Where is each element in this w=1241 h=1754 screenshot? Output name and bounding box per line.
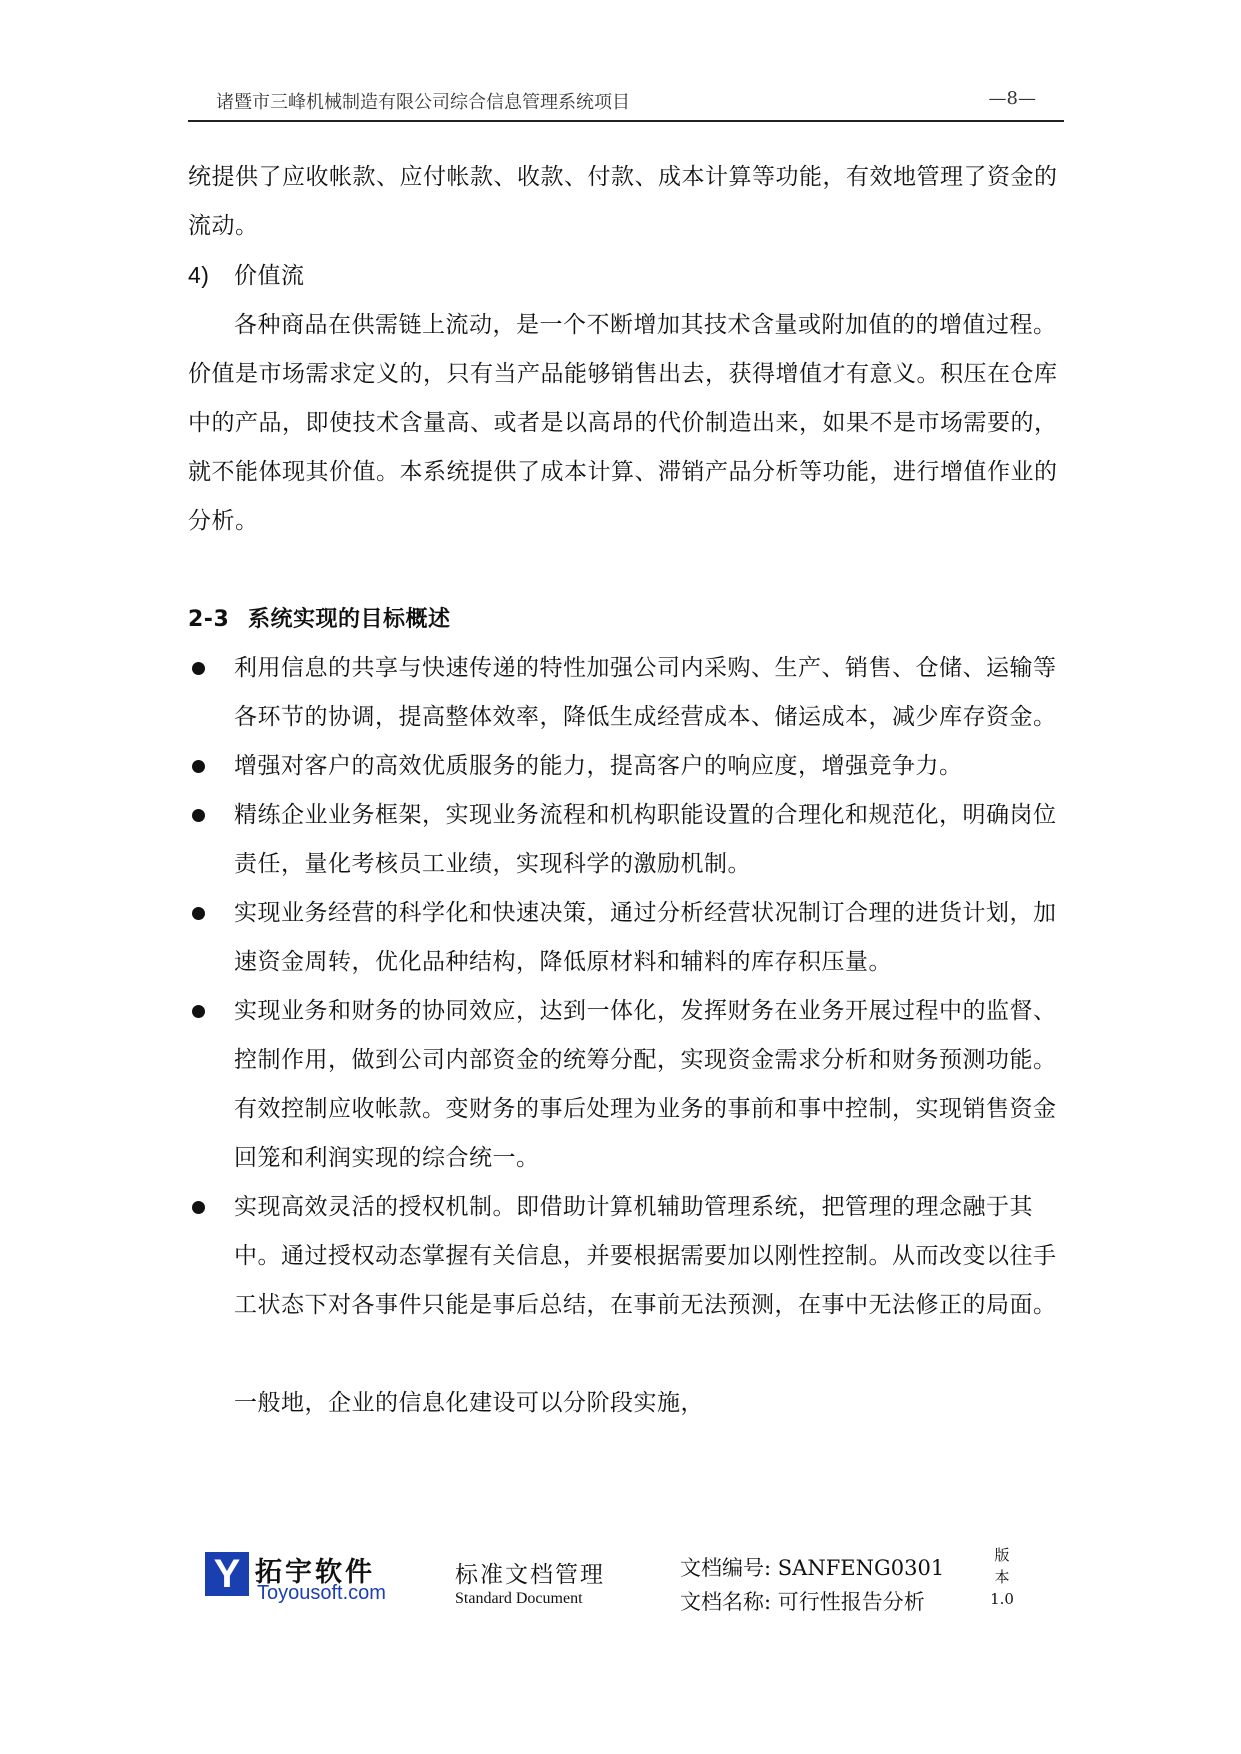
list-item: [188, 742, 1060, 791]
list-item-text: 实现业务和财务的协同效应，达到一体化，发挥财务在业务开展过程中的监督、控制作用，做到公司内部资金的统筹分配，实现资金需求分析和财务预测功能。有效控制应收帐款。变财务的事后处理为业务的事前和事中控制，实现销售资金回笼和利润实现的综合统一。: [234, 998, 1057, 1171]
bullet-icon: [192, 809, 205, 822]
version-block: [987, 1544, 1017, 1610]
item-heading: [188, 251, 1060, 301]
doc-number-label: 文档编号:: [680, 1556, 772, 1580]
version-value: 1.0: [990, 1590, 1014, 1608]
doc-number-value: SANFENG0301: [777, 1556, 945, 1580]
logo-name: 拓宇软件: [255, 1557, 375, 1588]
version-label-2: 本: [994, 1568, 1010, 1586]
closing-paragraph: 一般地，企业的信息化建设可以分阶段实施，: [234, 1390, 704, 1416]
version-label-1: 版: [994, 1546, 1010, 1564]
doc-name-value: 可行性报告分析: [777, 1590, 925, 1614]
list-item: [188, 1183, 1060, 1330]
list-item-text: 利用信息的共享与快速传递的特性加强公司内采购、生产、销售、仓储、运输等各环节的协调，提高整体效率，降低生成经营成本、储运成本，减少库存资金。: [234, 655, 1057, 730]
logo-domain: Toyousoft.com: [257, 1582, 386, 1604]
list-item: [188, 987, 1060, 1183]
paragraph-continuation: 统提供了应收帐款、应付帐款、收款、付款、成本计算等功能，有效地管理了资金的流动。: [188, 164, 1058, 239]
section-heading: [188, 595, 1060, 644]
list-item-text: 实现高效灵活的授权机制。即借助计算机辅助管理系统，把管理的理念融于其中。通过授权动态掌握有关信息，并要根据需要加以刚性控制。从而改变以往手工状态下对各事件只能是事后总结，在事前无法预测，在事中无法修正的局面。: [234, 1194, 1057, 1318]
goal-list: [188, 644, 1060, 1330]
list-item: [188, 644, 1060, 742]
bullet-icon: [192, 1005, 205, 1018]
bullet-icon: [192, 760, 205, 773]
section-number: 2-3: [188, 607, 230, 632]
page-footer: [205, 1546, 1045, 1620]
doc-number: [680, 1552, 944, 1582]
bullet-icon: [192, 907, 205, 920]
list-item: [188, 889, 1060, 987]
paragraph-value-flow: 各种商品在供需链上流动，是一个不断增加其技术含量或附加值的的增值过程。价值是市场需求定义的，只有当产品能够销售出去，获得增值才有意义。积压在仓库中的产品，即使技术含量高、或者是以高昂的代价制造出来，如果不是市场需要的，就不能体现其价值。本系统提供了成本计算、滞销产品分析等功能，进行增值作业的分析。: [188, 312, 1058, 534]
list-item-text: 实现业务经营的科学化和快速决策，通过分析经营状况制订合理的进货计划，加速资金周转，优化品种结构，降低原材料和辅料的库存积压量。: [234, 900, 1057, 975]
doc-name-label: 文档名称:: [680, 1590, 772, 1614]
list-item-text: 精练企业业务框架，实现业务流程和机构职能设置的合理化和规范化，明确岗位责任，量化考核员工业绩，实现科学的激励机制。: [234, 802, 1057, 877]
document-body: [188, 153, 1060, 1428]
doc-name: [680, 1586, 925, 1616]
list-item: [188, 791, 1060, 889]
list-item-text: 增强对客户的高效优质服务的能力，提高客户的响应度，增强竞争力。: [234, 753, 963, 779]
section-title: 系统实现的目标概述: [248, 607, 451, 632]
header-title: 诸暨市三峰机械制造有限公司综合信息管理系统项目: [216, 92, 630, 113]
logo-icon: Y: [205, 1552, 249, 1596]
standard-doc-title: 标准文档管理: [455, 1562, 605, 1588]
page-header: [188, 86, 1064, 122]
standard-doc-subtitle: Standard Document: [455, 1590, 583, 1607]
bullet-icon: [192, 662, 205, 675]
item-label: 价值流: [234, 263, 305, 289]
header-page-number: —8—: [988, 88, 1036, 109]
item-number: 4): [188, 262, 210, 288]
bullet-icon: [192, 1201, 205, 1214]
